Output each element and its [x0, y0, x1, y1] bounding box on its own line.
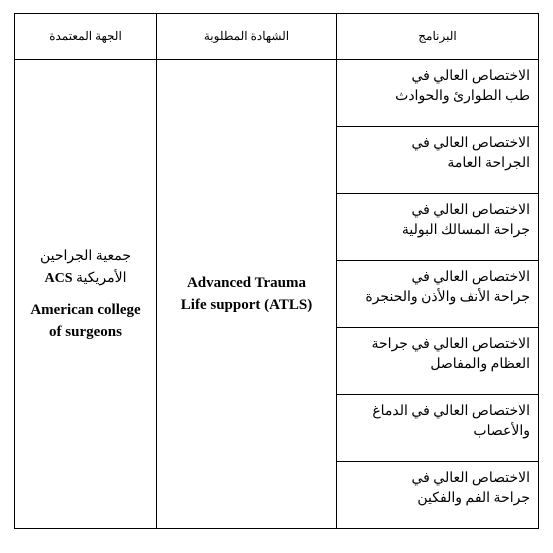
program-cell	[337, 60, 539, 127]
program-line2: الجراحة العامة	[447, 156, 530, 171]
program-cell	[337, 127, 539, 194]
authority-arabic-line1: جمعية الجراحين	[39, 248, 132, 264]
authority-arabic-line2	[15, 268, 156, 290]
program-line1: الاختصاص العالي في	[411, 471, 530, 486]
program-cell	[337, 462, 539, 529]
certificate-line2: Life support (ATLS)	[180, 297, 313, 313]
program-line1: الاختصاص العالي في	[411, 69, 530, 84]
requirements-table	[14, 13, 539, 529]
program-line1: الاختصاص العالي في	[411, 270, 530, 285]
program-line1: الاختصاص العالي في الدماغ	[372, 404, 530, 419]
program-line2: العظام والمفاصل	[430, 357, 530, 372]
program-line1: الاختصاص العالي في	[411, 136, 530, 151]
certificate-cell	[157, 60, 337, 529]
program-cell	[337, 261, 539, 328]
program-cell	[337, 328, 539, 395]
program-line2: جراحة المسالك البولية	[401, 223, 530, 238]
authority-english-line1: American college	[30, 301, 141, 318]
program-cell	[337, 395, 539, 462]
program-cell	[337, 194, 539, 261]
table-row	[15, 60, 539, 127]
header-certificate: الشهادة المطلوبة	[157, 14, 337, 60]
program-line2: طب الطوارئ والحوادث	[395, 89, 530, 104]
authority-cell	[15, 60, 157, 529]
header-authority: الجهة المعتمدة	[15, 14, 157, 60]
authority-arabic-word: الأمريكية	[76, 270, 127, 286]
authority-abbreviation: ACS	[44, 270, 73, 286]
program-line1: الاختصاص العالي في جراحة	[371, 337, 530, 352]
certificate-name	[157, 272, 336, 316]
header-program: البرنامج	[337, 14, 539, 60]
authority-english-line2: of surgeons	[49, 323, 122, 340]
certificate-line1: Advanced Trauma	[186, 275, 307, 291]
program-line2: جراحة الأنف والأذن والحنجرة	[365, 290, 530, 305]
program-line2: جراحة الفم والفكين	[417, 491, 530, 506]
authority-english	[15, 299, 156, 343]
program-line1: الاختصاص العالي في	[411, 203, 530, 218]
program-line2: والأعصاب	[473, 424, 530, 439]
header-row	[15, 14, 539, 60]
authority-arabic	[15, 246, 156, 290]
